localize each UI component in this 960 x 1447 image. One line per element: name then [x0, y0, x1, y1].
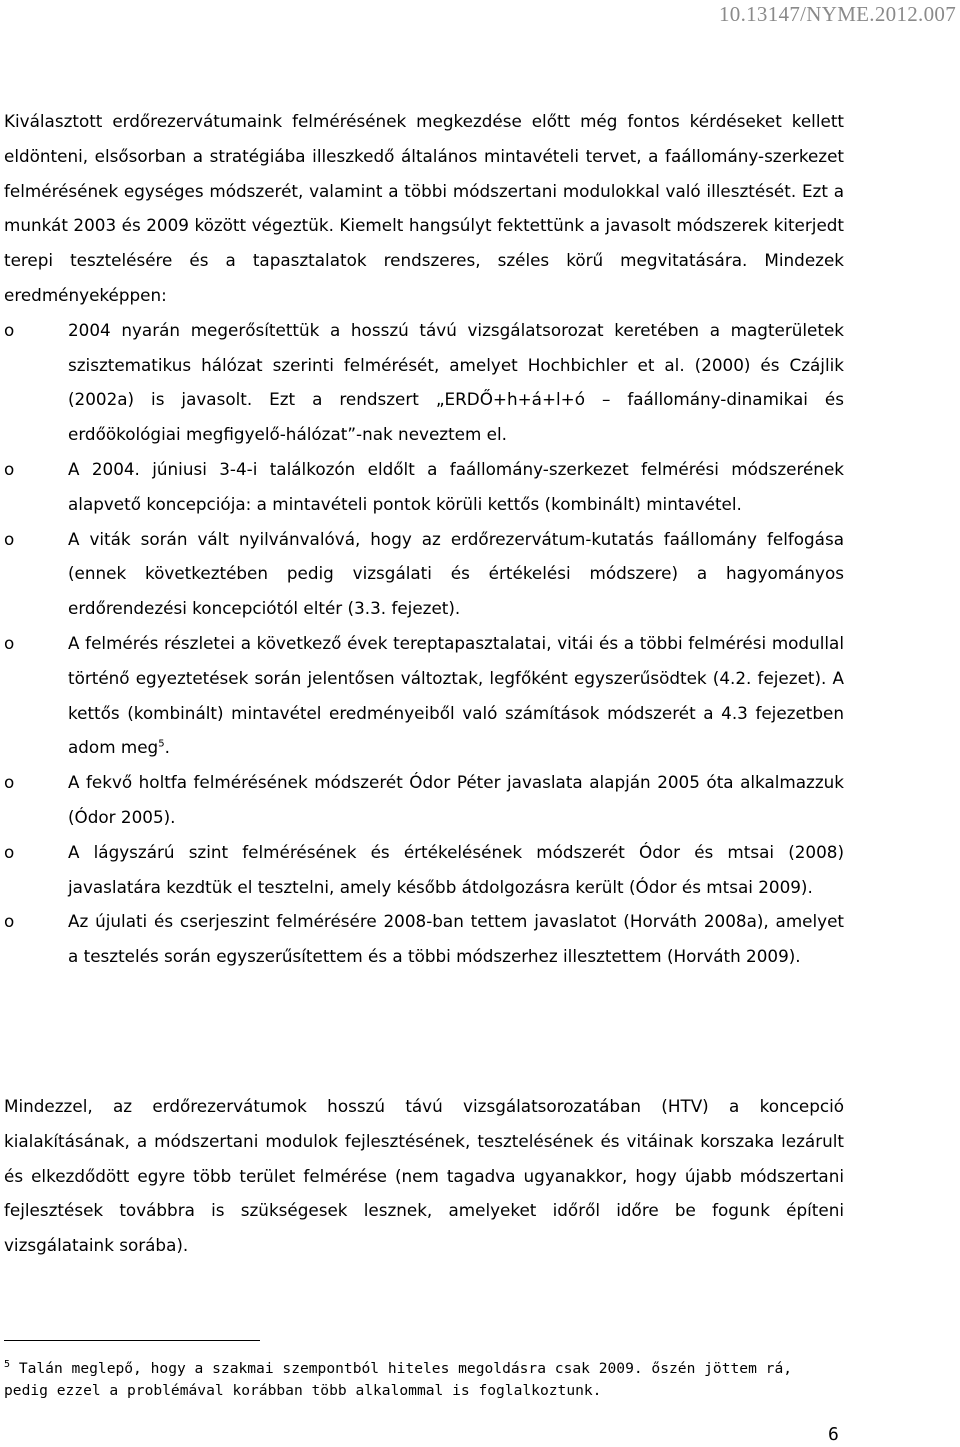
list-item-text: A felmérés részletei a következő évek tereptapasztalatai, vitái és a többi felmérési modullal történő egyeztetések során jelentősen változtak, legfőként egyszerűsödtek (4.2. fejezet). A kettős (kombinált) mintavétel eredményeiből való számítások módszerét a 4.3 fejezetben adom meg [68, 632, 844, 758]
list-item [4, 313, 844, 452]
conclusion-paragraph: Mindezzel, az erdőrezervátumok hosszú távú vizsgálatsorozatában (HTV) a koncepció kialakításának, a módszertani modulok fejlesztésének, tesztelésének és vitáinak korszaka lezárult és elkezdődött egyre több terület felmérése (nem tagadva ugyanakkor, hogy újabb módszertani fejlesztések továbbra is szükségesek lesznek, amelyeket időről időre be fogunk építeni vizsgálataink sorába). [4, 1096, 844, 1256]
list-item [4, 522, 844, 626]
footnote [4, 1358, 844, 1402]
footnote-number: 5 [4, 1359, 11, 1371]
conclusion-section [4, 1089, 844, 1263]
list-item [4, 835, 844, 905]
main-body [4, 104, 844, 974]
footnote-separator [4, 1340, 260, 1341]
bullet-icon: o [4, 458, 15, 479]
bullet-icon: o [4, 772, 15, 793]
bullet-icon: o [4, 319, 15, 340]
list-item-text: A fekvő holtfa felmérésének módszerét Ódor Péter javaslata alapján 2005 óta alkalmazzuk (Ódor 2005). [68, 772, 844, 827]
list-item [4, 452, 844, 522]
page-number: 6 [828, 1424, 839, 1445]
list-item-text: 2004 nyarán megerősítettük a hosszú távú vizsgálatsorozat keretében a magterületek szisztematikus hálózat szerinti felmérését, amelyet Hochbichler et al. (2000) és Czájlik (2002a) is javasolt. Ezt a rendszert „ERDŐ+h+á+l+ó – faállomány-dinamikai és erdőökológiai megfigyelő-hálózat”-nak neveztem el. [68, 319, 844, 445]
bullet-icon: o [4, 528, 15, 549]
list-item-text-end: . [164, 737, 170, 758]
list-item [4, 765, 844, 835]
bullet-icon: o [4, 632, 15, 653]
list-item [4, 626, 844, 765]
list-item-text: A lágyszárú szint felmérésének és értékelésének módszerét Ódor és mtsai (2008) javaslatára kezdtük el tesztelni, amely később átdolgozásra került (Ódor és mtsai 2009). [68, 841, 844, 897]
doi-header: 10.13147/NYME.2012.007 [718, 2, 956, 26]
bullet-icon: o [4, 841, 15, 862]
footnote-reference[interactable]: 5 [158, 738, 165, 750]
list-item [4, 904, 844, 974]
list-item-text: A 2004. júniusi 3-4-i találkozón eldőlt a faállomány-szerkezet felmérési módszerének alapvető koncepciója: a mintavételi pontok körüli kettős (kombinált) mintavétel. [68, 458, 844, 514]
list-item-text: Az újulati és cserjeszint felmérésére 2008-ban tettem javaslatot (Horváth 2008a), amelyet a tesztelés során egyszerűsítettem és a többi módszerhez illesztettem (Horváth 2009). [68, 911, 844, 967]
intro-paragraph: Kiválasztott erdőrezervátumaink felmérésének megkezdése előtt még fontos kérdéseket kellett eldönteni, elsősorban a stratégiába illeszkedő általános mintavételi tervet, a faállomány-szerkezet felmérésének egységes módszerét, valamint a többi módszertani modulokkal való illesztését. Ezt a munkát 2003 és 2009 között végeztük. Kiemelt hangsúlyt fektettünk a javasolt módszerek kiterjedt terepi tesztelésére és a tapasztalatok rendszeres, széles körű megvitatására. Mindezek eredményeképpen: [4, 111, 844, 305]
footnote-text: Talán meglepő, hogy a szakmai szempontból hiteles megoldásra csak 2009. őszén jöttem rá, pedig ezzel a problémával korábban több alkalommal is foglalkoztunk. [4, 1360, 793, 1399]
method-list [4, 313, 844, 974]
list-item-text: A viták során vált nyilvánvalóvá, hogy az erdőrezervátum-kutatás faállomány felfogása (ennek következtében pedig vizsgálati és értékelési módszere) a hagyományos erdőrendezési koncepciótól eltér (3.3. fejezet). [68, 528, 844, 619]
bullet-icon: o [4, 911, 15, 932]
